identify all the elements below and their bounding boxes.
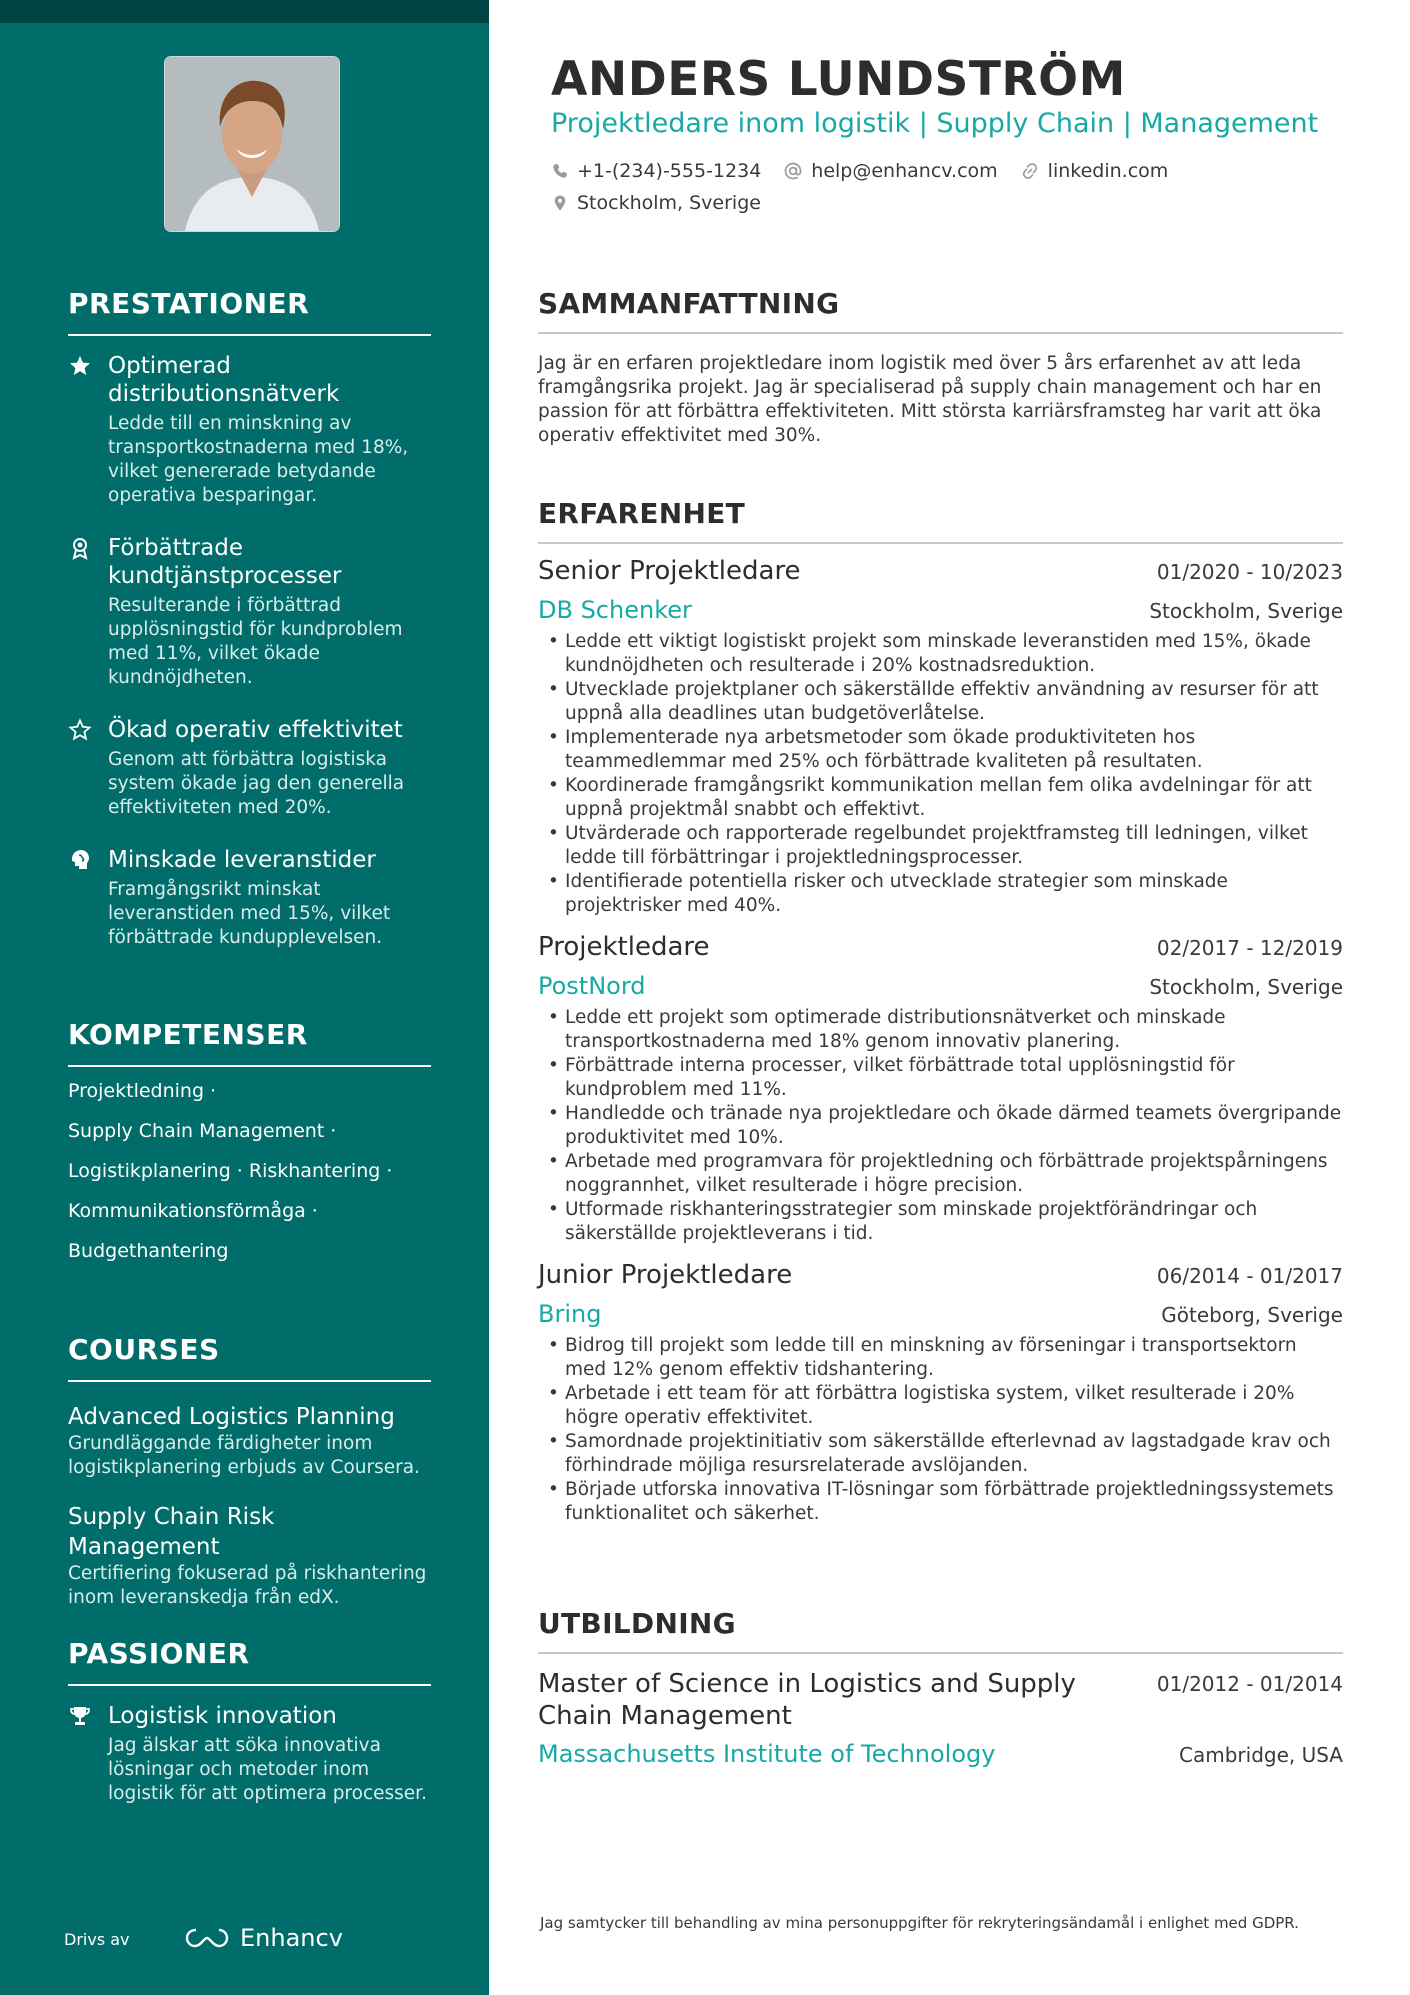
passions-heading: PASSIONER: [68, 1637, 431, 1686]
bullet-item: • Implementerade nya arbetsmetoder som ökade produktiviteten hos teammedlemmar med 25% och förbättrade kvaliteten på resultaten.: [538, 726, 1343, 774]
summary-text: Jag är en erfaren projektledare inom logistik med över 5 års erfarenhet av att leda framgångsrika projekt. Jag är specialiserad på supply chain management och har en passion för att förbättra effektiviteten. Mitt största karriärsframsteg har varit att öka operativ effektivitet med 30%.: [538, 353, 1322, 446]
contact-row: [551, 160, 1168, 182]
achievement-desc: Resulterande i förbättrad upplösningstid för kundproblem med 11%, vilket ökade kundnöjdheten.: [108, 595, 403, 688]
candidate-name: ANDERS LUNDSTRÖM: [551, 52, 1126, 107]
school-location: Cambridge, USA: [1179, 1743, 1343, 1767]
achievement-item: [68, 846, 431, 950]
course-title: Supply Chain Risk Management: [68, 1504, 275, 1560]
at-icon: [783, 161, 803, 181]
bullet-item: • Började utforska innovativa IT-lösningar som förbättrade projektledningssystemets funktionalitet och säkerhet.: [538, 1478, 1343, 1526]
job-dates: 02/2017 - 12/2019: [1156, 936, 1343, 960]
job-entry: [538, 932, 1343, 1246]
gdpr-consent: Jag samtycker till behandling av mina personuppgifter för rekryteringsändamål i enlighet med GDPR.: [540, 1914, 1299, 1932]
enhancv-logo-icon: [184, 1925, 230, 1951]
job-title: Projektledare: [538, 932, 710, 962]
courses-heading: COURSES: [68, 1333, 431, 1382]
bullet-item: • Ledde ett viktigt logistiskt projekt som minskade leveranstiden med 15%, ökade kundnöjdheten och resulterade i 20% kostnadsreduktion.: [538, 630, 1343, 678]
job-title: Senior Projektledare: [538, 556, 801, 586]
linkedin-contact[interactable]: [1020, 160, 1169, 182]
bullet-item: • Arbetade med programvara för projektledning och förbättrade projektspårningens noggrannhet, vilket resulterade i högre precision.: [538, 1150, 1343, 1198]
head-brain-icon: [68, 848, 92, 872]
achievement-desc: Ledde till en minskning av transportkostnaderna med 18%, vilket genererade betydande operativa besparingar.: [108, 413, 409, 506]
bullet-item: • Handledde och tränade nya projektledare och ökade därmed teamets övergripande produktivitet med 10%.: [538, 1102, 1343, 1150]
course-desc: Grundläggande färdigheter inom logistikplanering erbjuds av Coursera.: [68, 1433, 420, 1478]
location-row: [551, 192, 761, 214]
achievement-item: [68, 534, 431, 690]
sidebar-top-bar: [0, 0, 489, 23]
job-entry: [538, 556, 1343, 918]
skills-heading: KOMPETENSER: [68, 1018, 431, 1067]
summary-heading: SAMMANFATTNING: [538, 287, 1343, 334]
course-title: Advanced Logistics Planning: [68, 1404, 395, 1430]
skills-section: [68, 1018, 431, 1279]
powered-by-label: Drivs av: [64, 1930, 130, 1949]
school-name: Massachusetts Institute of Technology: [538, 1740, 996, 1768]
star-outline-icon: [68, 718, 92, 742]
email-address: help@enhancv.com: [811, 160, 998, 182]
course-item: [68, 1402, 431, 1480]
skill-line: Budgethantering: [68, 1240, 229, 1262]
phone-contact[interactable]: [551, 160, 761, 182]
phone-icon: [551, 162, 569, 180]
job-title: Junior Projektledare: [538, 1260, 793, 1290]
education-heading: UTBILDNING: [538, 1607, 1343, 1654]
passion-desc: Jag älskar att söka innovativa lösningar och metoder inom logistik för att optimera processer.: [108, 1735, 427, 1804]
passions-section: [68, 1637, 431, 1806]
location-text: Stockholm, Sverige: [577, 192, 761, 214]
course-desc: Certifiering fokuserad på riskhantering inom leveranskedja från edX.: [68, 1563, 427, 1608]
course-item: [68, 1502, 431, 1610]
achievement-desc: Genom att förbättra logistiska system ökade jag den generella effektiviteten med 20%.: [108, 749, 405, 818]
achievements-heading: PRESTATIONER: [68, 287, 431, 336]
bullet-item: • Koordinerade framgångsrikt kommunikation mellan fem olika avdelningar för att uppnå projektmål snabbt och effektivt.: [538, 774, 1343, 822]
sidebar: [0, 0, 489, 1995]
link-icon: [1020, 161, 1040, 181]
company-name: Bring: [538, 1300, 602, 1328]
job-bullets: [538, 630, 1343, 918]
skill-line: Logistikplanering · Riskhantering ·: [68, 1160, 393, 1182]
bullet-item: • Förbättrade interna processer, vilket förbättrade total upplösningstid för kundproblem med 11%.: [538, 1054, 1343, 1102]
experience-section: [538, 497, 1343, 1526]
courses-section: [68, 1333, 431, 1610]
achievement-title: Förbättrade kundtjänstprocesser: [108, 535, 342, 589]
trophy-icon: [68, 1704, 92, 1728]
achievement-title: Minskade leveranstider: [108, 847, 376, 873]
bullet-item: • Bidrog till projekt som ledde till en minskning av förseningar i transportsektorn med 12% genom effektiv tidshantering.: [538, 1334, 1343, 1382]
bullet-item: • Arbetade i ett team för att förbättra logistiska system, vilket resulterade i 20% högre operativ effektivitet.: [538, 1382, 1343, 1430]
linkedin-link: linkedin.com: [1047, 160, 1169, 182]
bullet-item: • Identifierade potentiella risker och utvecklade strategier som minskade projektrisker med 40%.: [538, 870, 1343, 918]
passion-title: Logistisk innovation: [108, 1703, 337, 1729]
job-bullets: [538, 1334, 1343, 1526]
company-name: PostNord: [538, 972, 646, 1000]
skill-line: Kommunikationsförmåga ·: [68, 1200, 318, 1222]
job-location: Stockholm, Sverige: [1149, 599, 1343, 623]
job-dates: 01/2020 - 10/2023: [1156, 560, 1343, 584]
achievement-item: [68, 352, 431, 508]
education-dates: 01/2012 - 01/2014: [1156, 1672, 1343, 1696]
skills-list: [68, 1079, 431, 1279]
job-dates: 06/2014 - 01/2017: [1156, 1264, 1343, 1288]
skill-line: Supply Chain Management ·: [68, 1120, 337, 1142]
achievement-title: Ökad operativ effektivitet: [108, 717, 403, 743]
achievement-desc: Framgångsrikt minskat leveranstiden med 15%, vilket förbättrade kundupplevelsen.: [108, 879, 391, 948]
star-filled-icon: [68, 354, 92, 378]
job-location: Stockholm, Sverige: [1149, 975, 1343, 999]
bullet-item: • Ledde ett projekt som optimerade distributionsnätverket och minskade transportkostnaderna med 18% genom innovativ planering.: [538, 1006, 1343, 1054]
bullet-item: • Utvecklade projektplaner och säkerställde effektiv användning av resurser för att uppnå alla deadlines utan budgetöverlåtelse.: [538, 678, 1343, 726]
degree-title: Master of Science in Logistics and Supply Chain Management: [538, 1669, 1076, 1731]
job-bullets: [538, 1006, 1343, 1246]
job-location: Göteborg, Sverige: [1161, 1303, 1343, 1327]
achievement-title: Optimerad distributionsnätverk: [108, 353, 340, 407]
summary-section: [538, 287, 1343, 448]
enhancv-brand-name: Enhancv: [240, 1924, 343, 1952]
achievements-section: [68, 287, 431, 950]
company-name: DB Schenker: [538, 596, 692, 624]
location-contact: [551, 192, 761, 214]
skill-line: Projektledning ·: [68, 1080, 217, 1102]
enhancv-logo[interactable]: [184, 1924, 343, 1952]
candidate-headline: Projektledare inom logistik | Supply Chain | Management: [551, 108, 1319, 139]
job-entry: [538, 1260, 1343, 1526]
email-contact[interactable]: [783, 160, 997, 182]
award-ribbon-icon: [68, 536, 92, 560]
experience-heading: ERFARENHET: [538, 497, 1343, 544]
phone-number: +1-(234)-555-1234: [577, 160, 762, 182]
bullet-item: • Utvärderade och rapporterade regelbundet projektframsteg till ledningen, vilket ledde till förbättringar i projektledningsprocesser.: [538, 822, 1343, 870]
profile-photo: [164, 56, 340, 232]
achievement-item: [68, 716, 431, 820]
passion-item: [68, 1702, 431, 1806]
location-pin-icon: [551, 194, 569, 212]
bullet-item: • Samordnade projektinitiativ som säkerställde efterlevnad av lagstadgade krav och förhindrade möjliga resursrelaterade avslöjanden.: [538, 1430, 1343, 1478]
bullet-item: • Utformade riskhanteringsstrategier som minskade projektförändringar och säkerställde projektleverans i tid.: [538, 1198, 1343, 1246]
education-section: [538, 1607, 1343, 1768]
